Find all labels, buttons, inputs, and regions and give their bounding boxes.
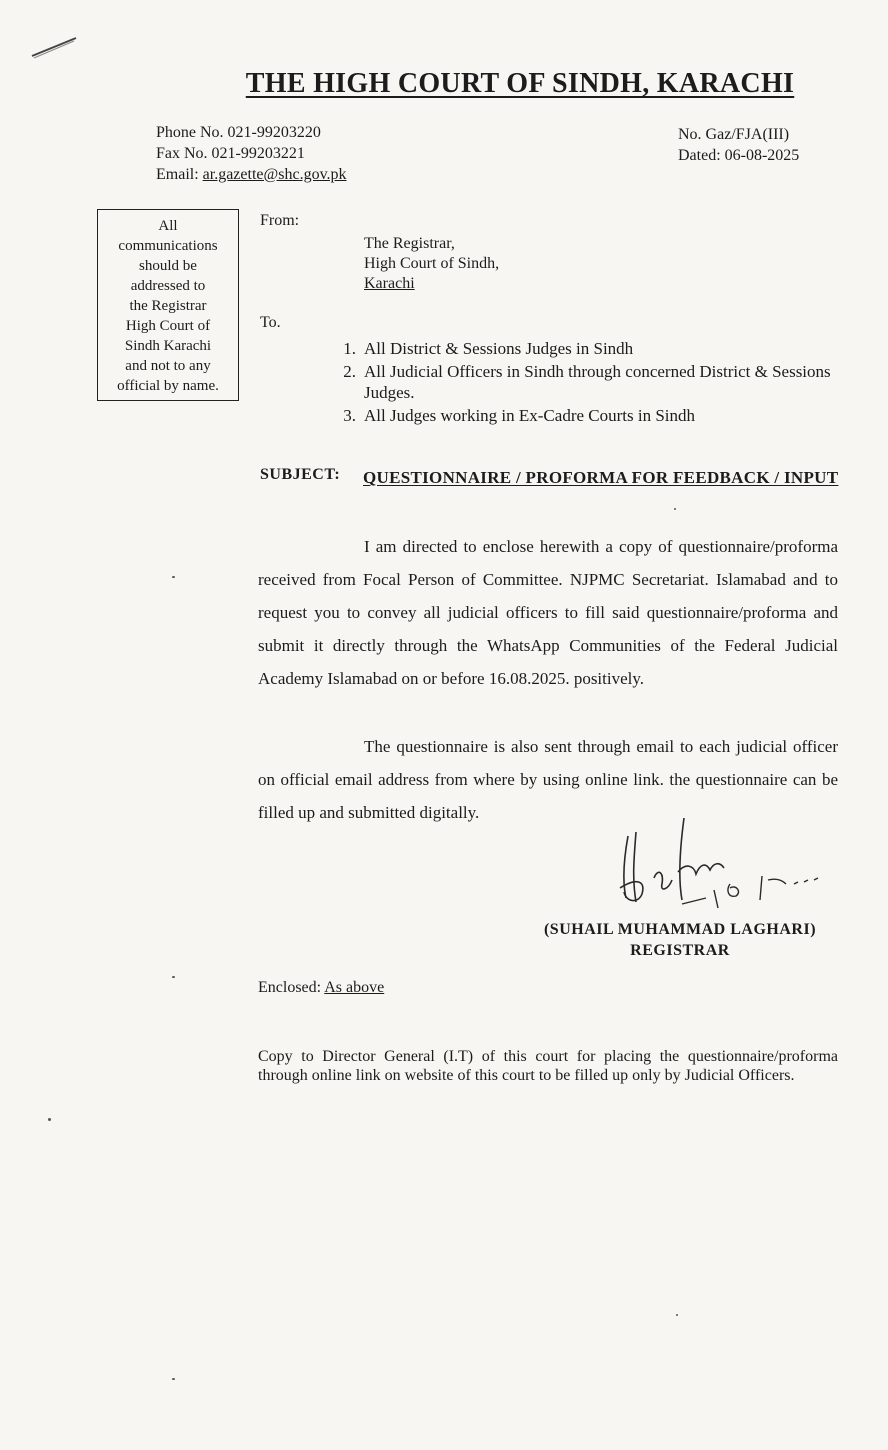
subject-text: QUESTIONNAIRE / PROFORMA FOR FEEDBACK / INPUT (363, 468, 839, 487)
list-text: All Judicial Officers in Sindh through concerned District & Sessions Judges. (364, 362, 831, 402)
fax-number: Fax No. 021-99203221 (156, 145, 305, 162)
notice-line: and not to any (125, 358, 211, 374)
notice-line: should be (139, 258, 197, 274)
body-paragraph-2: The questionnaire is also sent through email to each judicial officer on official email address from where by using online link. the questionnaire can be filled up and submitted digitally. (258, 737, 838, 822)
signature (606, 818, 836, 918)
sender-line: The Registrar, (364, 235, 455, 252)
enclosure-value: As above (324, 979, 385, 996)
date-line: Dated: 06-08-2025 (678, 147, 800, 164)
list-number: 2. (343, 362, 356, 381)
subject-label: SUBJECT: (260, 466, 341, 483)
to-label: To. (260, 314, 281, 331)
signatory-name: (SUHAIL MUHAMMAD LAGHARI) (543, 921, 817, 938)
pencil-mark (30, 34, 78, 60)
notice-line: the Registrar (129, 298, 207, 314)
scan-speck (674, 508, 676, 510)
phone-number: Phone No. 021-99203220 (156, 124, 321, 141)
list-text: All District & Sessions Judges in Sindh (364, 339, 634, 358)
scan-speck (172, 976, 175, 978)
enclosure-line (258, 979, 384, 997)
page-title: THE HIGH COURT OF SINDH, KARACHI (245, 68, 795, 99)
signatory-designation: REGISTRAR (630, 942, 730, 959)
email-link[interactable]: ar.gazette@shc.gov.pk (202, 166, 347, 183)
list-item (332, 361, 852, 403)
sender-line: Karachi (364, 275, 415, 292)
scan-speck (48, 1118, 51, 1121)
notice-line: High Court of (125, 318, 211, 334)
contact-info (156, 122, 347, 185)
list-item (332, 338, 852, 359)
notice-line: Sindh Karachi (124, 338, 212, 354)
notice-line: All (158, 218, 178, 234)
notice-line: communications (118, 238, 218, 254)
email-label: Email: (156, 166, 199, 183)
reference-info (678, 124, 799, 166)
sender-address (364, 234, 499, 294)
list-item (332, 405, 852, 426)
scan-speck (172, 576, 175, 578)
sender-line: High Court of Sindh, (364, 255, 500, 272)
scan-speck (676, 1314, 678, 1316)
list-text: All Judges working in Ex-Cadre Courts in Sindh (364, 406, 696, 425)
scan-speck (172, 1378, 175, 1380)
body-paragraph-1: I am directed to enclose herewith a copy of questionnaire/proforma received from Focal Person of Committee. NJPMC Secretariat. Islamabad and to request you to convey all judicial officers to fill said questionnaire/proforma and submit it directly through the WhatsApp Communities of the Federal Judicial Academy Islamabad on or before 16.08.2025. positively. (258, 537, 838, 688)
signatory-block (500, 919, 860, 961)
copy-to-paragraph: Copy to Director General (I.T) of this court for placing the questionnaire/proforma through online link on website of this court to be filled up only by Judicial Officers. (258, 1048, 838, 1084)
list-number: 1. (343, 339, 356, 358)
notice-line: official by name. (117, 378, 219, 394)
email-line (156, 164, 347, 185)
enclosure-label: Enclosed: (258, 979, 322, 996)
from-label: From: (260, 212, 300, 229)
notice-line: addressed to (130, 278, 206, 294)
notice-box (97, 209, 239, 401)
reference-number: No. Gaz/FJA(III) (678, 126, 790, 143)
recipient-list (332, 338, 852, 428)
list-number: 3. (343, 406, 356, 425)
